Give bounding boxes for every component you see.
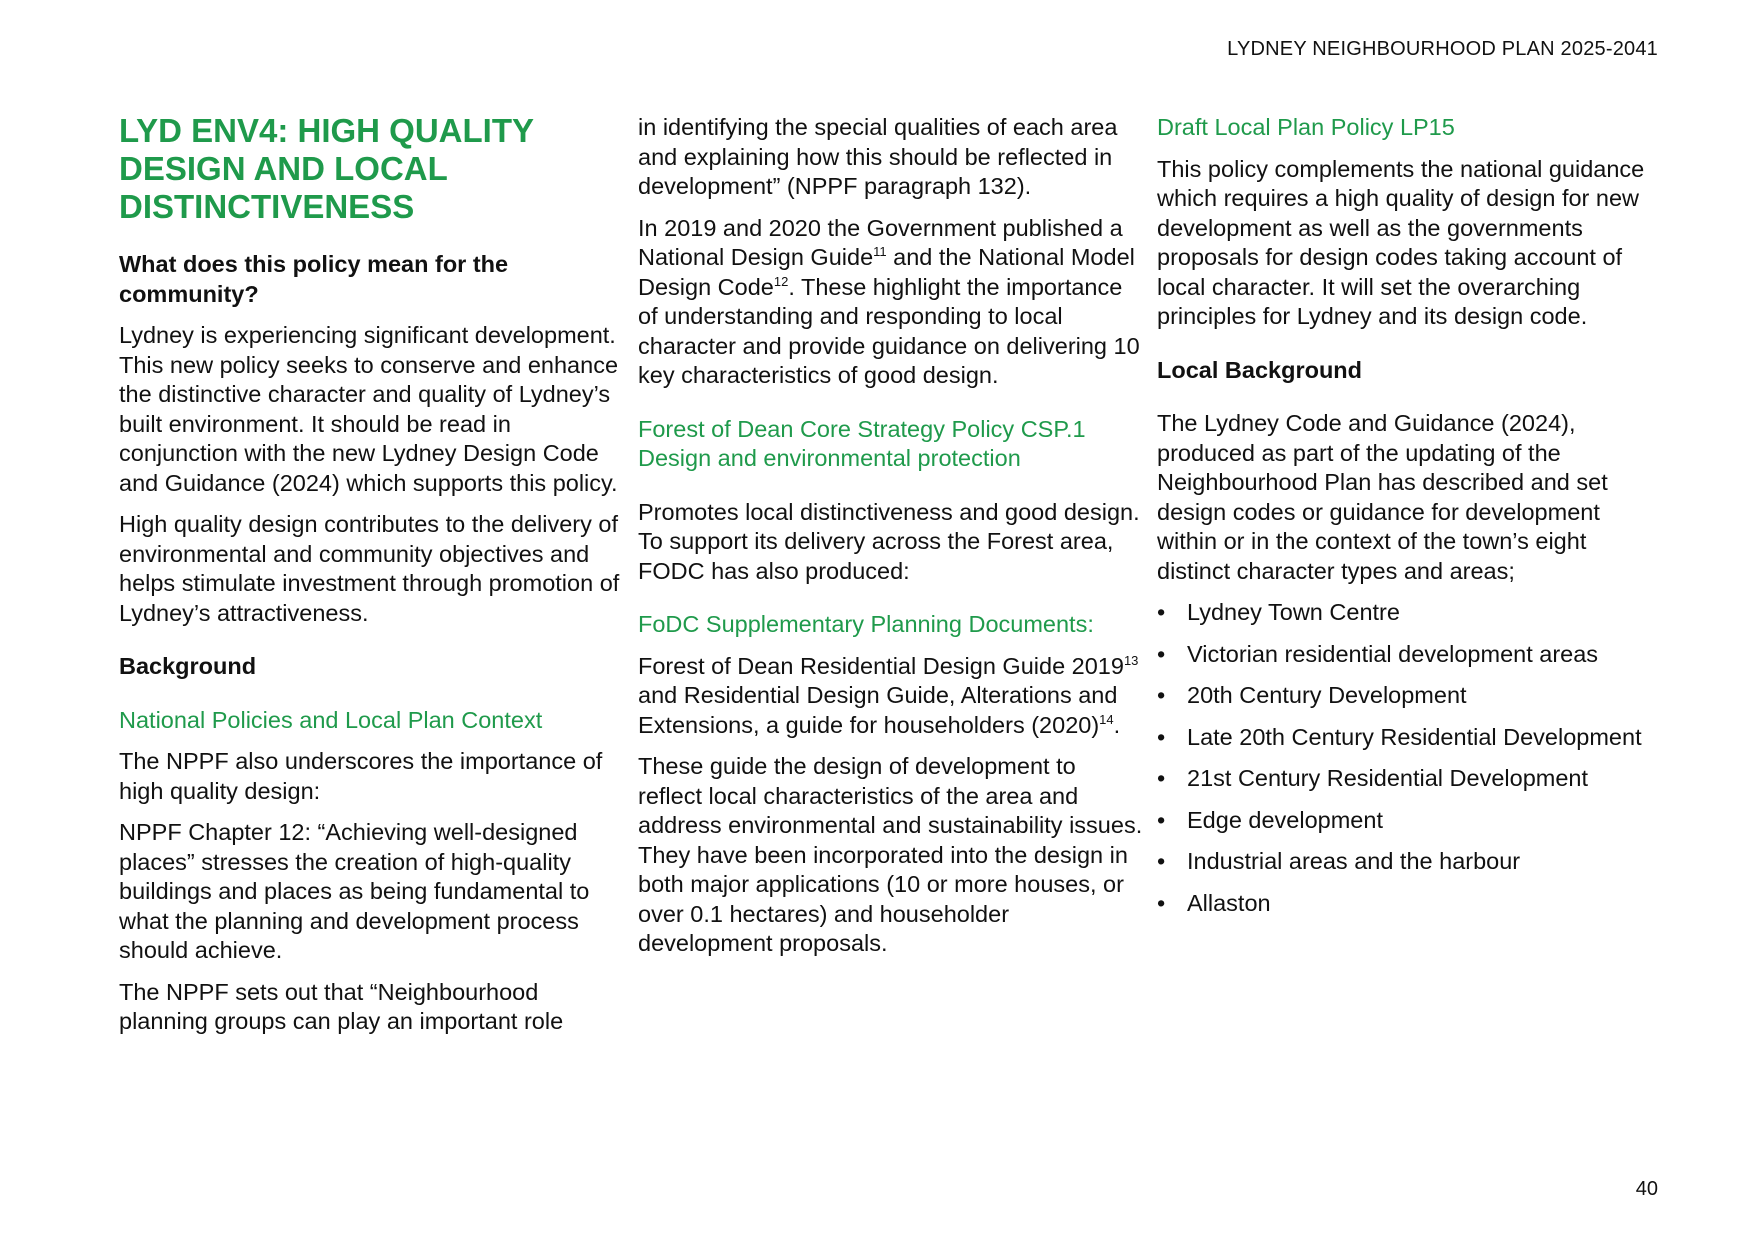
lp15-subheading: Draft Local Plan Policy LP15 [1157,114,1455,140]
footnote-ref-12: 12 [773,273,789,289]
neighbourhood-planning-paragraph-continued: in identifying the special qualities of each area and explaining how this should be reflected in development” (NPPF paragraph 132). [638,114,1118,199]
footnote-ref-13: 13 [1123,652,1139,668]
list-item [1157,764,1657,794]
column-left [119,112,624,1049]
lp15-paragraph: This policy complements the national guidance which requires a high quality of design for new development as well as the governments proposals for design codes taking account of local character. It will set the overarching principles for Lydney and its design code. [1157,155,1645,329]
list-item-label: Industrial areas and the harbour [1187,848,1521,874]
nppf-chapter-12-paragraph: NPPF Chapter 12: “Achieving well-designed places” stresses the creation of high-quality buildings and places as being fundamental to what the planning and development process should achieve. [119,819,590,963]
design-guide-text-1: In 2019 and 2020 the Government published a National Design Guide [638,214,1123,270]
list-item-label: Victorian residential development areas [1187,640,1599,667]
list-item-label: Allaston [1187,889,1271,916]
national-policies-subheading: National Policies and Local Plan Context [119,706,543,733]
list-item-label: Edge development [1187,806,1383,833]
intro-paragraph: Lydney is experiencing significant development. This new policy seeks to conserve and enhance the distinctive character and quality of Lydney’s built environment. It should be read in conjunction with the new Lydney Design Code and Guidance (2024) which supports this policy. [119,322,619,496]
list-item-label: 20th Century Development [1187,682,1467,708]
bullet: • [1157,848,1166,874]
list-item [1157,889,1657,919]
footnote-ref-11: 11 [873,244,887,260]
design-contribution-paragraph: High quality design contributes to the delivery of environmental and community objectives and helps stimulate investment through promotion of Lydney’s attractiveness. [119,511,620,626]
list-item [1157,598,1657,628]
list-item-label: 21st Century Residential Development [1187,765,1589,791]
neighbourhood-planning-paragraph: The NPPF sets out that “Neighbourhood planning groups can play an important role [119,978,564,1034]
code-and-guidance-paragraph: The Lydney Code and Guidance (2024), produced as part of the updating of the Neighbourhood Plan has described and set design codes or guidance for development within or in the context of the town’s eight distinct character types and areas; [1157,410,1608,584]
list-item [1157,681,1657,711]
bullet: • [1157,640,1166,667]
guides-purpose-paragraph: These guide the design of development to reflect local characteristics of the area and address environmental and sustainability issues. They have been incorporated into the design in both major applications (10 or more houses, or over 0.1 hectares) and householder development proposals. [638,753,1143,956]
column-right [1157,113,1657,930]
list-item [1157,847,1657,877]
residential-guide-text-1: Forest of Dean Residential Design Guide 2019 [638,652,1124,679]
list-item [1157,723,1657,753]
nppf-paragraph: The NPPF also underscores the importance of high quality design: [119,748,603,804]
list-item-label: Lydney Town Centre [1187,599,1400,625]
column-middle [638,113,1146,971]
local-distinctiveness-paragraph: Promotes local distinctiveness and good design. To support its delivery across the Forest area, FODC has also produced: [638,498,1140,584]
core-strategy-subheading: Forest of Dean Core Strategy Policy CSP.1 Design and environmental protection [638,415,1086,471]
bullet: • [1157,682,1166,708]
bullet: • [1157,765,1166,791]
background-heading: Background [119,653,257,679]
residential-design-guide-paragraph [638,652,1146,741]
design-guide-text-3: . These highlight the importance of understanding and responding to local character and provide guidance on delivering 10 key characteristics of good design. [638,273,1140,388]
policy-title: LYD ENV4: HIGH QUALITY DESIGN AND LOCAL DISTINCTIVENESS [119,112,534,225]
residential-guide-text-3: . [1113,711,1121,738]
list-item-label: Late 20th Century Residential Development [1187,723,1642,750]
national-design-guide-paragraph [638,214,1146,391]
local-background-heading: Local Background [1157,356,1363,383]
running-header: LYDNEY NEIGHBOURHOOD PLAN 2025-2041 [1227,38,1658,60]
residential-guide-text-2: and Residential Design Guide, Alterations and Extensions, a guide for householders (2020) [638,682,1118,738]
list-item [1157,640,1657,670]
spd-subheading: FoDC Supplementary Planning Documents: [638,611,1094,637]
bullet: • [1157,723,1166,750]
bullet: • [1157,806,1166,833]
bullet: • [1157,889,1166,916]
page-number: 40 [1635,1178,1658,1200]
character-areas-list [1157,598,1657,918]
footnote-ref-14: 14 [1099,711,1114,727]
bullet: • [1157,599,1166,625]
question-heading: What does this policy mean for the community? [119,251,509,307]
list-item [1157,806,1657,836]
design-guide-text-2: and the National Model Design Code [638,244,1135,300]
